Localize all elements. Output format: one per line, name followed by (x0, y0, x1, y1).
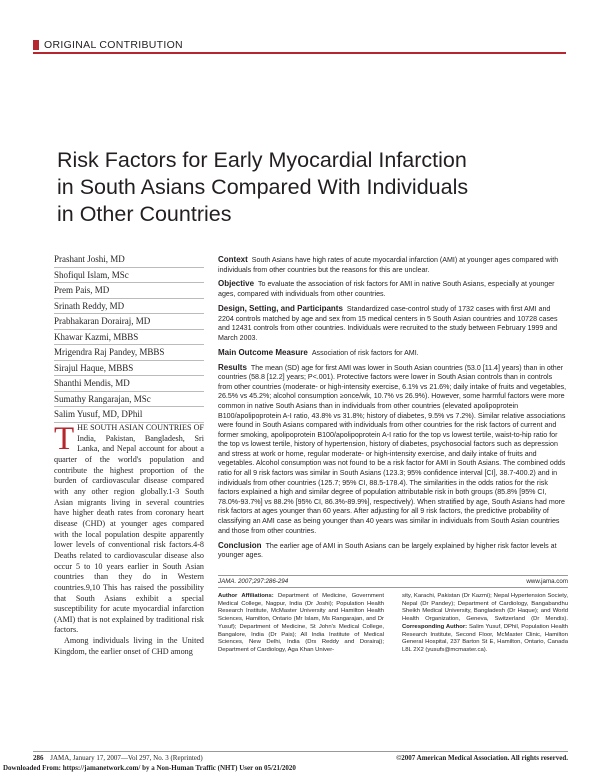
article-body (54, 423, 204, 657)
title-line: in South Asians Compared With Individuals (57, 175, 469, 199)
affiliations-column-2 (402, 593, 568, 655)
abstract-label: Main Outcome Measure (218, 347, 308, 357)
author-name: Prashant Joshi, MD (54, 252, 204, 268)
section-rule (33, 52, 566, 54)
copyright: ©2007 American Medical Association. All rights reserved. (396, 754, 568, 762)
body-text: India, Pakistan, Bangladesh, Sri Lanka, and Nepal account for about a quarter of the world's population and contribute the highest proportion of the burden of cardiovascular disease compared with any other region globally.1-3 South Asian migrants living in several countries have higher death rates from coronary heart disease (CHD) at younger ages compared with the local population despite apparently lower levels of conventional risk factors.4-8 Deaths related to cardiovascular disease also occur 5 to 10 years earlier in South Asian countries than they do in Western countries.9,10 This has raised the possibility that South Asians exhibit a special susceptibility for acute myocardial infarction (AMI) that is not explained by traditional risk factors. (54, 433, 204, 635)
journal-website-link[interactable]: www.jama.com (526, 578, 568, 585)
abstract-text: The earlier age of AMI in South Asians can be largely explained by higher risk factor levels at younger ages. (218, 541, 557, 560)
abstract-measure (218, 348, 568, 359)
abstract-objective (218, 279, 568, 299)
abstract-context (218, 255, 568, 275)
body-paragraph (54, 636, 204, 657)
author-name: Shofiqul Islam, MSc (54, 268, 204, 284)
author-name: Khawar Kazmi, MBBS (54, 330, 204, 346)
body-paragraph (54, 423, 204, 636)
author-name: Srinath Reddy, MD (54, 299, 204, 315)
download-note: Downloaded From: https://jamanetwork.com/ by a Non-Human Traffic (NHT) User on 05/21/2020 (3, 764, 296, 772)
page-footer (33, 751, 568, 764)
corresponding-author-text: Salim Yusuf, DPhil, Population Health Research Institute, Second Floor, McMaster Clinic, Hamilton General Hospital, 237 Barton St E, Hamilton, Ontario, Canada L8L 2X2 (yusufs@mcmaster.ca). (402, 623, 568, 653)
abstract-label: Context (218, 255, 248, 264)
abstract-results (218, 363, 568, 537)
article-title (57, 147, 527, 228)
abstract-conclusion (218, 541, 568, 561)
affiliations-column-1 (218, 593, 384, 655)
abstract-label: Design, Setting, and Participants (218, 303, 343, 313)
section-marker (33, 40, 39, 50)
section-label: ORIGINAL CONTRIBUTION (44, 39, 183, 51)
author-name: Sumathy Rangarajan, MSc (54, 392, 204, 408)
author-name: Sirajul Haque, MBBS (54, 361, 204, 377)
abstract-text: South Asians have high rates of acute myocardial infarction (AMI) at younger ages compared with individuals from other countries but the reasons for this are unclear. (218, 256, 559, 274)
drop-cap: T (54, 421, 75, 457)
abstract (218, 255, 568, 565)
abstract-label: Objective (218, 279, 255, 289)
abstract-text: The mean (SD) age for first AMI was lower in South Asian countries (53.0 [11.4] years) than in other countries (58.8 [12.2] years; P<.001). Protective factors were lower in South Asian controls than in controls from other countries (moderate- or high-intensity exercise, 6.1% vs 21.6%; daily intake of fruits and vegetables, 26.5% vs 45.2%; alcohol consumption ≥once/wk, 10.7% vs 26.9%). However, some harmful factors were more common in native South Asians than in individuals from other countries (elevated apolipoprotein B100/apolipoprotein A-I ratio, 43.8% vs 31.8%; history of diabetes, 9.5% vs 7.2%). Similar relative associations were found in South Asians compared with individuals from other countries for the risk factors of current and former smoking, apolipoprotein B100/apolipoprotein A-I ratio for the top vs lowest tertile, waist-to-hip ratio for the top vs lowest tertile, history of hypertension, history of diabetes, psychosocial factors such as depression and stress at work or home, regular moderate- or high-intensity exercise, and daily intake of fruits and vegetables. Alcohol consumption was not found to be a risk factor for AMI in South Asians. The combined odds ratio for all 9 risk factors was similar in South Asians (123.3; 95% confidence interval [CI], 38.7-400.2) and in individuals from other countries (125.7; 95% CI, 88.5-178.4). The similarities in the odds ratios for the risk factors explained a high and similar degree of population attributable risk in both groups (85.8% [95% CI, 78.0%-93.7%] vs 88.2% [95% CI, 86.3%-89.9%], respectively). When stratified by age, South Asians had more risk factors at ages younger than 60 years. After adjusting for all 9 risk factors, the predictive probability of classifying an AMI case as being younger than 40 years was similar in individuals from South Asian countries and those from other countries. (218, 363, 567, 535)
corresponding-author-label: Corresponding Author: (402, 623, 468, 630)
affiliations-label: Author Affiliations: (218, 593, 274, 599)
citation-bar (218, 575, 568, 588)
affiliations-text: sity, Karachi, Pakistan (Dr Kazmi); Nepal Hypertension Society, Nepal (Dr Pandey); Department of Cardiology, Bangabandhu Sheikh Medical University, Bangladesh (Dr Haque); and World Health Organization, Geneva, Switzerland (Dr Mendis). (402, 593, 568, 623)
citation: JAMA. 2007;297:286-294 (218, 578, 289, 585)
author-name: Shanthi Mendis, MD (54, 376, 204, 392)
lead-in-smallcaps: HE SOUTH ASIAN COUNTRIES OF (77, 423, 204, 432)
abstract-label: Conclusion (218, 540, 262, 550)
page-number: 286 (33, 754, 44, 762)
affiliations-text: Department of Medicine, Government Medical College, Nagpur, India (Dr Joshi); Population Health Research Institute, McMaster University and Hamilton Health Sciences, Hamilton, Ontario (Mr Islam, Ms Rangarajan, and Dr Yusuf); Department of Medicine, St John's Medical College, Bangalore, India (Dr Pais); All India Institute of Medical Sciences, New Delhi, India (Drs Reddy and Dorairaj); Department of Cardiology, Aga Khan Univer- (218, 593, 384, 653)
author-name: Prabhakaran Dorairaj, MD (54, 314, 204, 330)
author-name: Salim Yusuf, MD, DPhil (54, 407, 204, 423)
body-text: Among individuals living in the United Kingdom, the earlier onset of CHD among (54, 636, 204, 656)
title-line: Risk Factors for Early Myocardial Infarction (57, 148, 467, 172)
journal-info: JAMA, January 17, 2007—Vol 297, No. 3 (Reprinted) (50, 754, 203, 762)
abstract-label: Results (218, 362, 247, 372)
abstract-text: To evaluate the association of risk factors for AMI in native South Asians, especially at younger ages, compared with individuals from other countries. (218, 280, 555, 299)
abstract-text: Association of risk factors for AMI. (311, 348, 419, 357)
author-list (54, 252, 204, 423)
author-affiliations (218, 593, 568, 655)
author-name: Mrigendra Raj Pandey, MBBS (54, 345, 204, 361)
abstract-design (218, 304, 568, 343)
author-name: Prem Pais, MD (54, 283, 204, 299)
title-line: in Other Countries (57, 202, 232, 226)
abstract-text: Standardized case-control study of 1732 cases with first AMI and 2204 controls matched by age and sex from 15 medical centers in 5 South Asian countries and 10728 cases and 12431 controls from other countries. Individuals were recruited to the study between February 1999 and March 2003. (218, 304, 558, 342)
